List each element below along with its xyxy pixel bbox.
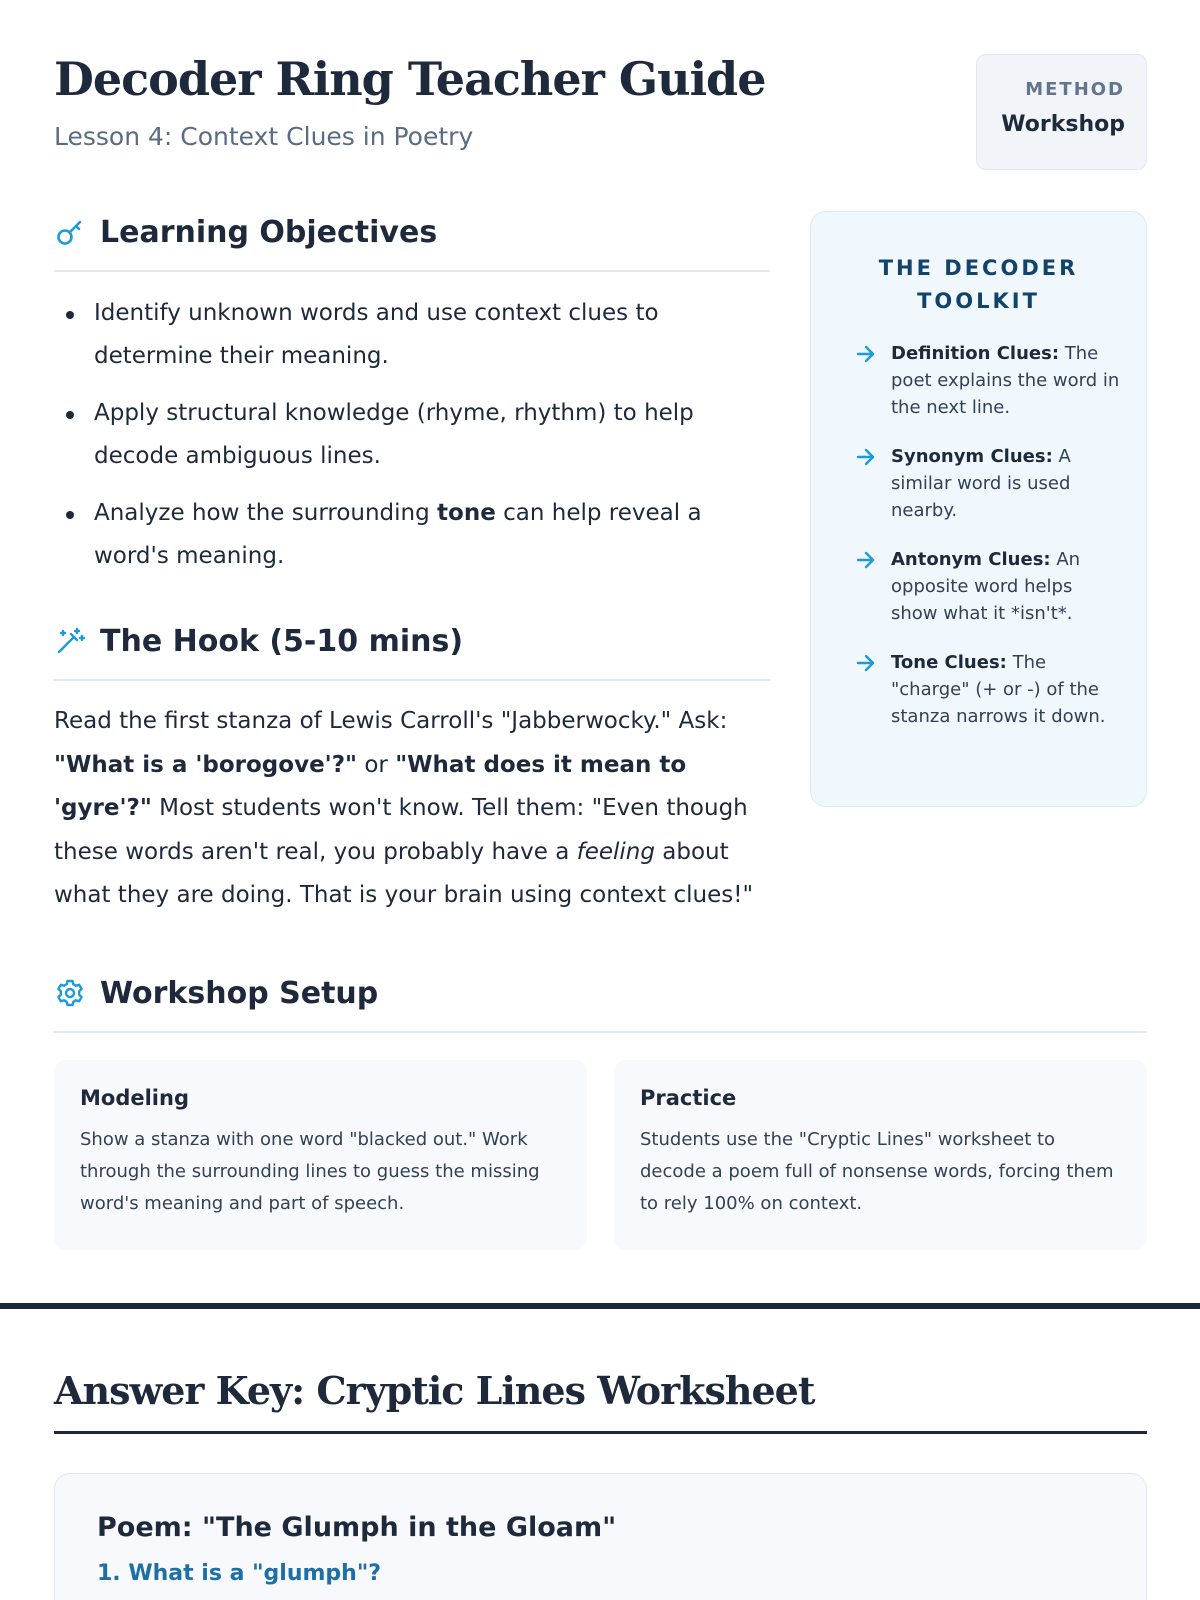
objectives-list (54, 292, 754, 592)
toolkit-item (855, 443, 1122, 524)
poem-title: Poem: "The Glumph in the Gloam" (97, 1512, 617, 1543)
objective-text: can help reveal a word's meaning. (94, 500, 702, 569)
method-value: Workshop (1001, 112, 1125, 137)
magic-wand-icon (54, 625, 86, 657)
hook-question: "What is a 'borogove'?" (54, 751, 358, 778)
poem-question: 1. What is a "glumph"? (97, 1561, 382, 1586)
page-title: Decoder Ring Teacher Guide (54, 52, 766, 106)
objectives-heading (54, 212, 437, 252)
arrow-right-icon (855, 343, 877, 365)
hook-heading-label: The Hook (5-10 mins) (100, 623, 464, 659)
gear-icon (54, 977, 86, 1009)
hook-emphasis: feeling (576, 838, 655, 865)
arrow-right-icon (855, 549, 877, 571)
setup-divider (54, 1031, 1147, 1033)
modeling-card-title: Modeling (80, 1086, 189, 1110)
toolkit-item (855, 649, 1122, 730)
toolkit-title: THE DECODER TOOLKIT (878, 256, 1079, 313)
answer-key-rule (54, 1431, 1147, 1434)
poem-card (54, 1473, 1147, 1600)
toolkit-item-text: The poet explains the word in the next line. (891, 343, 1120, 418)
objective-emphasis: tone (437, 500, 496, 526)
objectives-divider (54, 270, 770, 272)
objective-item: Identify unknown words and use context clues to determine their meaning. (54, 292, 754, 378)
setup-heading (54, 973, 378, 1013)
toolkit-item-label: Definition Clues: (891, 343, 1060, 364)
toolkit-item (855, 340, 1122, 421)
practice-card (614, 1060, 1147, 1250)
hook-text: about what they are doing. That is your brain using context clues!" (54, 838, 754, 908)
toolkit-item-label: Antonym Clues: (891, 549, 1051, 570)
hook-text: or (357, 751, 396, 778)
modeling-card-text: Show a stanza with one word "blacked out." Work through the surrounding lines to guess the missing word's meaning and part of speech. (80, 1129, 540, 1214)
hook-divider (54, 679, 770, 681)
lesson-subtitle: Lesson 4: Context Clues in Poetry (54, 122, 474, 151)
arrow-right-icon (855, 652, 877, 674)
hook-question: "What does it mean to 'gyre'?" (54, 751, 687, 821)
hook-text: Most students won't know. Tell them: "Even though these words aren't real, you probably have a (54, 795, 748, 865)
objectives-heading-label: Learning Objectives (100, 214, 438, 250)
objective-item (54, 492, 754, 578)
page-break-divider (0, 1303, 1200, 1309)
toolkit-item-text: A similar word is used nearby. (891, 446, 1071, 521)
toolkit-item-text: The "charge" (+ or -) of the stanza narrows it down. (891, 652, 1106, 727)
objective-text: Analyze how the surrounding (94, 500, 438, 526)
answer-key-title: Answer Key: Cryptic Lines Worksheet (54, 1368, 815, 1413)
toolkit-item-label: Synonym Clues: (891, 446, 1053, 467)
method-badge (976, 54, 1147, 170)
modeling-card (54, 1060, 587, 1250)
method-label: METHOD (1025, 79, 1125, 100)
key-icon (54, 216, 86, 248)
hook-heading (54, 621, 463, 661)
hook-text: Read the first stanza of Lewis Carroll's "Jabberwocky." Ask: (54, 708, 728, 734)
arrow-right-icon (855, 446, 877, 468)
toolkit-item (855, 546, 1122, 627)
setup-heading-label: Workshop Setup (100, 975, 379, 1011)
toolkit-item-text: An opposite word helps show what it *isn't*. (891, 549, 1081, 624)
toolkit-item-label: Tone Clues: (891, 652, 1007, 673)
decoder-toolkit-panel (810, 211, 1147, 807)
practice-card-title: Practice (640, 1086, 737, 1110)
practice-card-text: Students use the "Cryptic Lines" worksheet to decode a poem full of nonsense words, forcing them to rely 100% on context. (640, 1129, 1114, 1214)
objective-item: Apply structural knowledge (rhyme, rhythm) to help decode ambiguous lines. (54, 392, 754, 478)
hook-paragraph (54, 700, 764, 918)
